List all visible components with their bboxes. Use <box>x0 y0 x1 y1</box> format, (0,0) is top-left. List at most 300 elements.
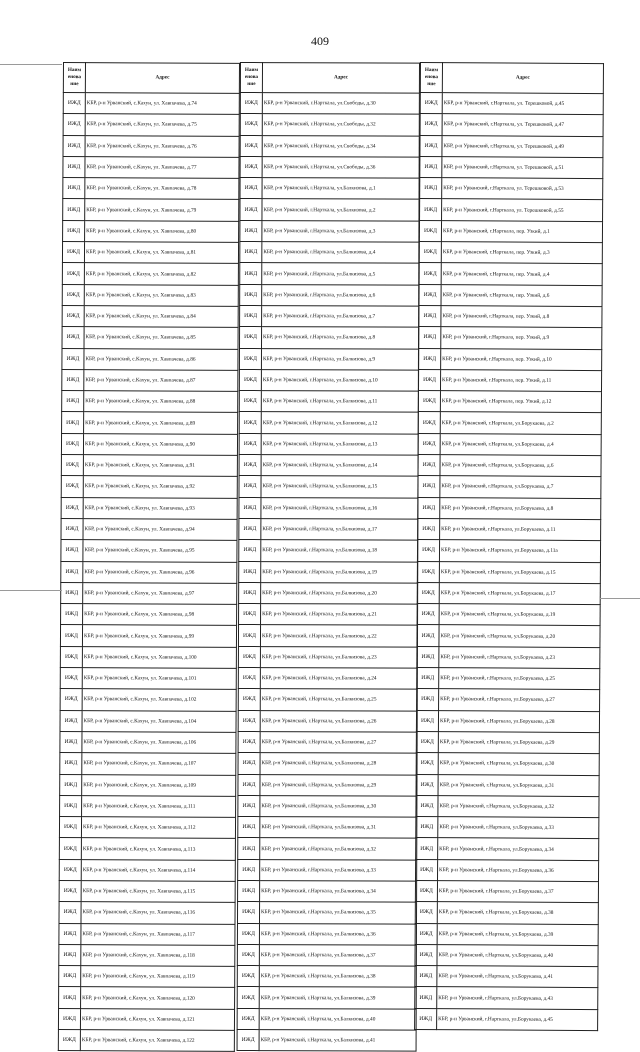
address-cell: КБР, р-н Урванский, г.Нарткала, ул.Балкизова, д.18 <box>261 540 418 562</box>
address-cell: КБР, р-н Урванский, с.Кахун, ул. Хавпачева, д.83 <box>84 284 238 306</box>
table-row <box>238 646 417 668</box>
table-row <box>59 859 235 881</box>
table-row <box>416 731 599 753</box>
object-type-cell: ИЖД <box>61 497 83 518</box>
object-type-cell: ИЖД <box>417 668 439 689</box>
object-type-cell: ИЖД <box>240 242 262 263</box>
table-row <box>418 433 601 455</box>
table-row <box>240 242 419 264</box>
table-row <box>415 966 598 988</box>
address-cell: КБР, р-н Урванский, с.Кахун, ул. Хавпачева, д.107 <box>82 753 236 775</box>
table-row <box>237 902 416 924</box>
address-cell: КБР, р-н Урванский, г.Нарткала, ул.Балкизова, д.21 <box>261 604 418 626</box>
object-type-cell: ИЖД <box>239 369 261 390</box>
table-row <box>416 859 599 881</box>
object-type-cell: ИЖД <box>416 795 438 816</box>
address-cell: КБР, р-н Урванский, г.Нарткала, ул.Борукаева, д.29 <box>438 732 599 754</box>
table-row <box>62 391 238 413</box>
table-row <box>416 774 599 796</box>
address-cell: КБР, р-н Урванский, г.Нарткала, ул.Борукаева, д.32 <box>438 795 599 817</box>
object-type-cell: ИЖД <box>240 220 262 241</box>
object-type-cell: ИЖД <box>240 114 262 135</box>
object-type-cell: ИЖД <box>240 327 262 348</box>
table-row <box>420 156 603 178</box>
object-type-cell: ИЖД <box>62 369 84 390</box>
table-row <box>61 497 237 519</box>
address-cell: КБР, р-н Урванский, г.Нарткала, ул.Балкизова, д.28 <box>260 753 417 775</box>
object-type-cell: ИЖД <box>416 753 438 774</box>
object-type-cell: ИЖД <box>417 625 439 646</box>
address-cell: КБР, р-н Урванский, г.Нарткала, ул.Борукаева, д.15 <box>439 561 600 583</box>
object-type-cell: ИЖД <box>418 433 440 454</box>
address-cell: КБР, р-н Урванский, с.Кахун, ул. Хавпачева, д.88 <box>84 391 238 413</box>
address-cell: КБР, р-н Урванский, г.Нарткала, пер. Узкий, д.10 <box>441 348 602 370</box>
table-row <box>420 135 603 157</box>
address-cell: КБР, р-н Урванский, г.Нарткала, ул.Борукаева, д.38 <box>437 902 598 924</box>
object-type-cell: ИЖД <box>60 625 82 646</box>
address-cell: КБР, р-н Урванский, с.Кахун, ул. Хавпачева, д.92 <box>83 476 237 498</box>
table-row <box>239 348 418 370</box>
object-type-cell: ИЖД <box>417 604 439 625</box>
table-row <box>240 93 419 115</box>
object-type-cell: ИЖД <box>61 540 83 561</box>
address-cell: КБР, р-н Урванский, г.Нарткала, ул.Борукаева, д.25 <box>439 668 600 690</box>
object-type-cell: ИЖД <box>60 753 82 774</box>
object-type-cell: ИЖД <box>238 689 260 710</box>
object-type-cell: ИЖД <box>417 582 439 603</box>
object-type-cell: ИЖД <box>60 795 82 816</box>
table-row <box>238 774 417 796</box>
table-row <box>60 753 236 775</box>
address-cell: КБР, р-н Урванский, г.Нарткала, ул.Борукаева, д.17 <box>439 582 600 604</box>
address-cell: КБР, р-н Урванский, г.Нарткала, ул.Балкизова, д.40 <box>259 1008 416 1030</box>
table-row <box>61 604 237 626</box>
table-row <box>240 178 419 200</box>
address-cell: КБР, р-н Урванский, с.Кахун, ул. Хавпачева, д.109 <box>82 774 236 796</box>
address-cell: КБР, р-н Урванский, с.Кахун, ул. Хавпачева, д.111 <box>82 795 236 817</box>
address-cell: КБР, р-н Урванский, с.Кахун, ул. Хавпачева, д.80 <box>85 220 239 242</box>
address-cell: КБР, р-н Урванский, г.Нарткала, пер. Узкий, д.8 <box>441 306 602 328</box>
object-type-cell: ИЖД <box>61 561 83 582</box>
object-type-cell: ИЖД <box>59 966 81 987</box>
object-type-cell: ИЖД <box>60 689 82 710</box>
table-row <box>415 902 598 924</box>
table-row <box>419 242 602 264</box>
address-cell: КБР, р-н Урванский, г.Нарткала, ул.Свободы, д.36 <box>262 156 419 178</box>
table-row <box>60 689 236 711</box>
address-cell: КБР, р-н Урванский, г.Нарткала, ул. Терешковой, д.55 <box>442 199 603 221</box>
object-type-cell: ИЖД <box>416 710 438 731</box>
object-type-cell: ИЖД <box>60 710 82 731</box>
table-row <box>59 944 235 966</box>
address-cell: КБР, р-н Урванский, г.Нарткала, ул.Балкизова, д.19 <box>261 561 418 583</box>
address-header-text: Адрес <box>333 74 348 81</box>
table-row <box>58 1030 234 1052</box>
object-type-cell: ИЖД <box>239 391 261 412</box>
object-type-cell: ИЖД <box>418 476 440 497</box>
object-type-cell: ИЖД <box>240 199 262 220</box>
table-row <box>417 646 600 668</box>
table-row <box>417 604 600 626</box>
table-row <box>59 817 235 839</box>
table-row <box>237 944 416 966</box>
table-row <box>59 987 235 1009</box>
address-cell: КБР, р-н Урванский, г.Нарткала, ул.Борукаева, д.28 <box>438 710 599 732</box>
table-row <box>239 476 418 498</box>
address-cell: КБР, р-н Урванский, г.Нарткала, ул.Борукаева, д.36 <box>437 859 598 881</box>
object-type-cell: ИЖД <box>420 199 442 220</box>
table-row <box>240 135 419 157</box>
table-row <box>419 305 602 327</box>
address-cell: КБР, р-н Урванский, г.Нарткала, ул.Борукаева, д.11 <box>440 519 601 541</box>
object-type-cell: ИЖД <box>417 540 439 561</box>
object-type-cell: ИЖД <box>61 433 83 454</box>
address-cell: КБР, р-н Урванский, с.Кахун, ул. Хавпачева, д.75 <box>85 114 239 136</box>
address-cell: КБР, р-н Урванский, г.Нарткала, ул.Балкизова, д.32 <box>260 838 417 860</box>
address-cell: КБР, р-н Урванский, г.Нарткала, ул.Борукаева, д.7 <box>440 476 601 498</box>
object-type-cell: ИЖД <box>237 944 259 965</box>
address-cell: КБР, р-н Урванский, г.Нарткала, ул.Борукаева, д.34 <box>438 838 599 860</box>
table-row <box>240 305 419 327</box>
address-column-header <box>262 63 419 94</box>
table-row <box>417 540 600 562</box>
table-row <box>419 327 602 349</box>
address-cell: КБР, р-н Урванский, г.Нарткала, ул. Терешковой, д.45 <box>442 93 603 115</box>
object-type-cell: ИЖД <box>59 902 81 923</box>
object-type-cell: ИЖД <box>62 263 84 284</box>
object-type-cell: ИЖД <box>237 1008 259 1029</box>
table-row <box>62 305 238 327</box>
address-cell: КБР, р-н Урванский, с.Кахун, ул. Хавпачева, д.102 <box>82 689 236 711</box>
table-row <box>240 156 419 178</box>
address-cell: КБР, р-н Урванский, г.Нарткала, ул.Борукаева, д.40 <box>437 944 598 966</box>
table-row <box>418 476 601 498</box>
address-cell: КБР, р-н Урванский, г.Нарткала, ул.Балкизова, д.41 <box>259 1030 416 1052</box>
table-header-row <box>420 63 603 94</box>
table-row <box>238 838 417 860</box>
object-type-cell: ИЖД <box>60 731 82 752</box>
table-row <box>240 114 419 136</box>
object-type-cell: ИЖД <box>415 987 437 1008</box>
address-cell: КБР, р-н Урванский, с.Кахун, ул. Хавпачева, д.94 <box>83 519 237 541</box>
table-row <box>415 944 598 966</box>
table-row <box>63 220 239 242</box>
table-row <box>419 263 602 285</box>
address-cell: КБР, р-н Урванский, г.Нарткала, ул.Балкизова, д.9 <box>261 348 418 370</box>
object-type-cell: ИЖД <box>59 838 81 859</box>
address-cell: КБР, р-н Урванский, г.Нарткала, ул.Балкизова, д.8 <box>262 327 419 349</box>
object-type-cell: ИЖД <box>239 604 261 625</box>
table-row <box>419 284 602 306</box>
type-column-header <box>63 63 85 93</box>
address-cell: КБР, р-н Урванский, с.Кахун, ул. Хавпачева, д.86 <box>84 348 238 370</box>
object-type-cell: ИЖД <box>417 561 439 582</box>
address-cell: КБР, р-н Урванский, с.Кахун, ул. Хавпачева, д.106 <box>82 732 236 754</box>
address-cell: КБР, р-н Урванский, г.Нарткала, ул.Балкизова, д.7 <box>262 306 419 328</box>
address-cell: КБР, р-н Урванский, г.Нарткала, ул.Борукаева, д.8 <box>440 497 601 519</box>
object-type-cell: ИЖД <box>240 93 262 114</box>
object-type-cell: ИЖД <box>416 838 438 859</box>
object-type-cell: ИЖД <box>419 220 441 241</box>
address-cell: КБР, р-н Урванский, г.Нарткала, ул.Балкизова, д.39 <box>259 987 416 1009</box>
address-cell: КБР, р-н Урванский, г.Нарткала, ул.Балкизова, д.31 <box>260 817 417 839</box>
address-cell: КБР, р-н Урванский, г.Нарткала, ул.Балкизова, д.34 <box>260 881 417 903</box>
object-type-cell: ИЖД <box>238 880 260 901</box>
table-row <box>237 1030 416 1052</box>
address-cell: КБР, р-н Урванский, г.Нарткала, ул. Терешковой, д.51 <box>442 157 603 179</box>
object-type-cell: ИЖД <box>238 625 260 646</box>
address-cell: КБР, р-н Урванский, с.Кахун, ул. Хавпачева, д.121 <box>80 1008 234 1030</box>
type-header-text: Наим енова ние <box>244 67 259 88</box>
type-header-text: Наим енова ние <box>67 67 82 88</box>
table-row <box>239 582 418 604</box>
object-type-cell: ИЖД <box>59 859 81 880</box>
type-header-text: Наим енова ние <box>424 67 439 88</box>
address-cell: КБР, р-н Урванский, г.Нарткала, ул.Борукаева, д.31 <box>438 774 599 796</box>
table-row <box>61 540 237 562</box>
object-type-cell: ИЖД <box>61 604 83 625</box>
address-cell: КБР, р-н Урванский, г.Нарткала, пер. Узкий, д.4 <box>441 263 602 285</box>
object-type-cell: ИЖД <box>240 156 262 177</box>
object-type-cell: ИЖД <box>60 646 82 667</box>
type-column-header <box>420 63 442 93</box>
address-cell: КБР, р-н Урванский, г.Нарткала, ул.Борукаева, д.37 <box>437 881 598 903</box>
object-type-cell: ИЖД <box>62 391 84 412</box>
address-cell: КБР, р-н Урванский, г.Нарткала, ул.Балкизова, д.37 <box>259 944 416 966</box>
address-cell: КБР, р-н Урванский, г.Нарткала, ул.Балкизова, д.30 <box>260 795 417 817</box>
address-cell: КБР, р-н Урванский, г.Нарткала, ул.Балкизова, д.15 <box>261 476 418 498</box>
object-type-cell: ИЖД <box>63 114 85 135</box>
address-cell: КБР, р-н Урванский, г.Нарткала, ул.Борукаева, д.43 <box>437 987 598 1009</box>
object-type-cell: ИЖД <box>62 412 84 433</box>
object-type-cell: ИЖД <box>420 114 442 135</box>
object-type-cell: ИЖД <box>240 178 262 199</box>
address-cell: КБР, р-н Урванский, г.Нарткала, ул.Балкизова, д.2 <box>262 199 419 221</box>
table-row <box>60 646 236 668</box>
address-cell: КБР, р-н Урванский, с.Кахун, ул. Хавпачева, д.119 <box>81 966 235 988</box>
table-row <box>60 731 236 753</box>
table-row <box>237 966 416 988</box>
address-column-header <box>85 63 239 94</box>
table-row <box>62 412 238 434</box>
table-row <box>239 561 418 583</box>
object-type-cell: ИЖД <box>63 93 85 114</box>
scan-artifact-line <box>0 590 62 591</box>
object-type-cell: ИЖД <box>59 817 81 838</box>
table-row <box>240 220 419 242</box>
address-cell: КБР, р-н Урванский, г.Нарткала, ул.Борукаева, д.45 <box>437 1008 598 1030</box>
object-type-cell: ИЖД <box>238 795 260 816</box>
address-cell: КБР, р-н Урванский, г.Нарткала, ул.Борукаева, д.33 <box>438 817 599 839</box>
table-row <box>62 327 238 349</box>
object-type-cell: ИЖД <box>419 242 441 263</box>
object-type-cell: ИЖД <box>237 923 259 944</box>
object-type-cell: ИЖД <box>416 817 438 838</box>
table-row <box>63 135 239 157</box>
address-cell: КБР, р-н Урванский, с.Кахун, ул. Хавпачева, д.78 <box>85 178 239 200</box>
address-cell: КБР, р-н Урванский, г.Нарткала, пер. Узкий, д.6 <box>441 284 602 306</box>
table-row <box>239 497 418 519</box>
object-type-cell: ИЖД <box>415 880 437 901</box>
object-type-cell: ИЖД <box>418 391 440 412</box>
object-type-cell: ИЖД <box>419 305 441 326</box>
table-row <box>59 880 235 902</box>
address-cell: КБР, р-н Урванский, г.Нарткала, ул.Балкизова, д.38 <box>259 966 416 988</box>
object-type-cell: ИЖД <box>63 220 85 241</box>
address-cell: КБР, р-н Урванский, г.Нарткала, ул.Борукаева, д.4 <box>440 433 601 455</box>
table-row <box>238 795 417 817</box>
address-cell: КБР, р-н Урванский, с.Кахун, ул. Хавпачева, д.118 <box>81 944 235 966</box>
address-cell: КБР, р-н Урванский, г.Нарткала, ул.Балкизова, д.36 <box>259 923 416 945</box>
address-cell: КБР, р-н Урванский, г.Нарткала, ул.Балкизова, д.13 <box>261 433 418 455</box>
address-cell: КБР, р-н Урванский, г.Нарткала, ул.Балкизова, д.12 <box>261 412 418 434</box>
object-type-cell: ИЖД <box>415 902 437 923</box>
object-type-cell: ИЖД <box>239 476 261 497</box>
address-cell: КБР, р-н Урванский, г.Нарткала, пер. Узкий, д.1 <box>441 220 602 242</box>
address-cell: КБР, р-н Урванский, с.Кахун, ул. Хавпачева, д.82 <box>84 263 238 285</box>
object-type-cell: ИЖД <box>420 135 442 156</box>
table-row <box>237 987 416 1009</box>
address-cell: КБР, р-н Урванский, с.Кахун, ул. Хавпачева, д.116 <box>81 902 235 924</box>
object-type-cell: ИЖД <box>418 518 440 539</box>
object-type-cell: ИЖД <box>238 838 260 859</box>
object-type-cell: ИЖД <box>237 1030 259 1051</box>
table-row <box>416 795 599 817</box>
object-type-cell: ИЖД <box>239 518 261 539</box>
address-cell: КБР, р-н Урванский, г.Нарткала, ул.Борукаева, д.6 <box>440 455 601 477</box>
address-cell: КБР, р-н Урванский, с.Кахун, ул. Хавпачева, д.98 <box>83 604 237 626</box>
object-type-cell: ИЖД <box>416 731 438 752</box>
object-type-cell: ИЖД <box>415 966 437 987</box>
address-cell: КБР, р-н Урванский, с.Кахун, ул. Хавпачева, д.77 <box>85 157 239 179</box>
table-row <box>238 668 417 690</box>
object-type-cell: ИЖД <box>60 668 82 689</box>
table-row <box>238 625 417 647</box>
address-cell: КБР, р-н Урванский, г.Нарткала, ул.Балкизова, д.11 <box>261 391 418 413</box>
object-type-cell: ИЖД <box>420 93 442 114</box>
object-type-cell: ИЖД <box>418 369 440 390</box>
table-row <box>416 753 599 775</box>
table-row <box>63 114 239 136</box>
address-cell: КБР, р-н Урванский, с.Кахун, ул. Хавпачева, д.104 <box>82 710 236 732</box>
table-row <box>239 369 418 391</box>
table-row <box>420 93 603 115</box>
address-cell: КБР, р-н Урванский, г.Нарткала, ул.Балкизова, д.20 <box>261 582 418 604</box>
object-type-cell: ИЖД <box>239 582 261 603</box>
object-type-cell: ИЖД <box>418 497 440 518</box>
address-cell: КБР, р-н Урванский, г.Нарткала, ул.Балкизова, д.26 <box>260 710 417 732</box>
table-row <box>58 1008 234 1030</box>
object-type-cell: ИЖД <box>417 689 439 710</box>
address-table-column-2 <box>237 62 420 1052</box>
table-row <box>61 476 237 498</box>
table-row <box>418 518 601 540</box>
address-cell: КБР, р-н Урванский, г.Нарткала, ул.Балкизова, д.23 <box>260 646 417 668</box>
table-row <box>239 540 418 562</box>
address-cell: КБР, р-н Урванский, г.Нарткала, ул.Борукаева, д.11а <box>439 540 600 562</box>
object-type-cell: ИЖД <box>238 646 260 667</box>
object-type-cell: ИЖД <box>419 263 441 284</box>
table-row <box>60 625 236 647</box>
address-cell: КБР, р-н Урванский, с.Кахун, ул. Хавпачева, д.96 <box>83 561 237 583</box>
address-cell: КБР, р-н Урванский, г.Нарткала, ул.Балкизова, д.35 <box>259 902 416 924</box>
object-type-cell: ИЖД <box>59 880 81 901</box>
object-type-cell: ИЖД <box>61 455 83 476</box>
address-cell: КБР, р-н Урванский, г.Нарткала, ул.Борукаева, д.2 <box>440 412 601 434</box>
object-type-cell: ИЖД <box>239 540 261 561</box>
object-type-cell: ИЖД <box>417 646 439 667</box>
address-cell: КБР, р-н Урванский, г.Нарткала, ул. Терешковой, д.47 <box>442 114 603 136</box>
object-type-cell: ИЖД <box>418 455 440 476</box>
address-cell: КБР, р-н Урванский, с.Кахун, ул. Хавпачева, д.101 <box>82 668 236 690</box>
address-header-text: Адрес <box>515 74 530 81</box>
address-cell: КБР, р-н Урванский, г.Нарткала, пер. Узкий, д.3 <box>441 242 602 264</box>
table-row <box>60 710 236 732</box>
object-type-cell: ИЖД <box>240 305 262 326</box>
address-cell: КБР, р-н Урванский, г.Нарткала, пер. Узкий, д.11 <box>440 369 601 391</box>
table-row <box>239 433 418 455</box>
address-cell: КБР, р-н Урванский, г.Нарткала, ул.Борукаева, д.27 <box>439 689 600 711</box>
address-cell: КБР, р-н Урванский, с.Кахун, ул. Хавпачева, д.84 <box>84 306 238 328</box>
object-type-cell: ИЖД <box>239 497 261 518</box>
table-row <box>418 412 601 434</box>
table-row <box>420 178 603 200</box>
address-cell: КБР, р-н Урванский, г.Нарткала, ул.Балкизова, д.27 <box>260 731 417 753</box>
table-row <box>59 966 235 988</box>
address-cell: КБР, р-н Урванский, с.Кахун, ул. Хавпачева, д.95 <box>83 540 237 562</box>
table-row <box>61 561 237 583</box>
table-row <box>240 284 419 306</box>
object-type-cell: ИЖД <box>415 1008 437 1029</box>
object-type-cell: ИЖД <box>62 284 84 305</box>
object-type-cell: ИЖД <box>240 263 262 284</box>
table-row <box>238 731 417 753</box>
table-row <box>60 795 236 817</box>
object-type-cell: ИЖД <box>59 944 81 965</box>
type-column-header <box>240 63 262 93</box>
address-cell: КБР, р-н Урванский, с.Кахун, ул. Хавпачева, д.100 <box>82 646 236 668</box>
address-cell: КБР, р-н Урванский, г.Нарткала, пер. Узкий, д.12 <box>440 391 601 413</box>
address-cell: КБР, р-н Урванский, г.Нарткала, ул.Балкизова, д.1 <box>262 178 419 200</box>
table-row <box>240 263 419 285</box>
object-type-cell: ИЖД <box>239 412 261 433</box>
object-type-cell: ИЖД <box>415 944 437 965</box>
table-row <box>417 582 600 604</box>
address-cell: КБР, р-н Урванский, с.Кахун, ул. Хавпачева, д.91 <box>83 455 237 477</box>
object-type-cell: ИЖД <box>238 774 260 795</box>
address-cell: КБР, р-н Урванский, г.Нарткала, ул.Балкизова, д.29 <box>260 774 417 796</box>
table-row <box>238 753 417 775</box>
table-row <box>59 923 235 945</box>
address-cell: КБР, р-н Урванский, г.Нарткала, ул.Свободы, д.34 <box>262 135 419 157</box>
object-type-cell: ИЖД <box>416 859 438 880</box>
object-type-cell: ИЖД <box>419 327 441 348</box>
object-type-cell: ИЖД <box>420 156 442 177</box>
table-row <box>60 774 236 796</box>
address-cell: КБР, р-н Урванский, г.Нарткала, ул.Балкизова, д.22 <box>260 625 417 647</box>
object-type-cell: ИЖД <box>419 348 441 369</box>
address-cell: КБР, р-н Урванский, с.Кахун, ул. Хавпачева, д.87 <box>84 369 238 391</box>
object-type-cell: ИЖД <box>238 731 260 752</box>
object-type-cell: ИЖД <box>420 178 442 199</box>
table-row <box>61 518 237 540</box>
address-cell: КБР, р-н Урванский, г.Нарткала, ул. Терешковой, д.49 <box>442 135 603 157</box>
object-type-cell: ИЖД <box>63 199 85 220</box>
address-cell: КБР, р-н Урванский, г.Нарткала, ул.Борукаева, д.30 <box>438 753 599 775</box>
table-row <box>238 689 417 711</box>
table-row <box>63 178 239 200</box>
object-type-cell: ИЖД <box>238 817 260 838</box>
